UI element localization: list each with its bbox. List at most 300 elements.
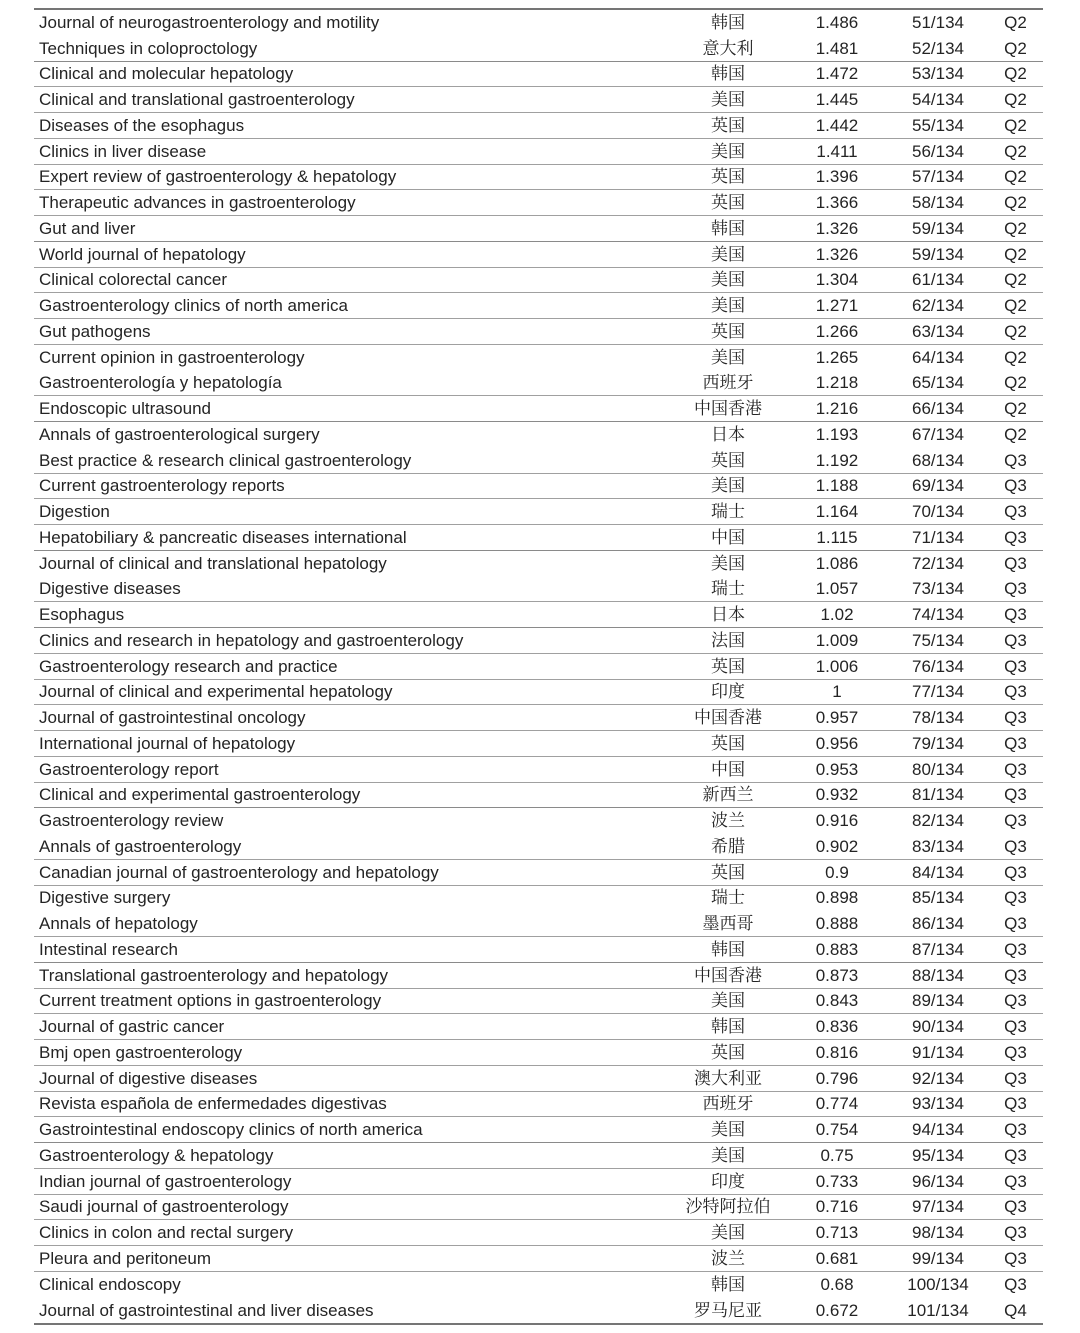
journal-name-cell: Clinical and molecular hepatology	[39, 64, 294, 84]
journal-name-cell: Gastroenterology research and practice	[39, 656, 338, 676]
journal-name-cell: Clinical and translational gastroenterology	[39, 90, 355, 110]
quartile-cell: Q3	[1004, 785, 1027, 805]
rank-cell: 93/134	[912, 1094, 964, 1114]
impact-factor-cell: 1.271	[815, 296, 859, 316]
impact-factor-cell: 0.898	[815, 888, 859, 908]
quartile-cell: Q3	[1004, 965, 1027, 985]
journal-name-cell: Bmj open gastroenterology	[39, 1042, 243, 1062]
country-cell: 美国	[711, 90, 745, 110]
table-row	[34, 628, 1043, 654]
country-cell: 韩国	[711, 1274, 745, 1294]
rank-cell: 86/134	[912, 914, 964, 934]
country-cell: 中国香港	[694, 965, 762, 985]
impact-factor-cell: 0.873	[815, 965, 859, 985]
rank-cell: 58/134	[912, 193, 964, 213]
journal-name-cell: Best practice & research clinical gastroenterology	[39, 450, 412, 470]
journal-name-cell: Clinics and research in hepatology and gastroenterology	[39, 630, 464, 650]
table-row	[34, 757, 1043, 783]
table-row	[34, 1066, 1043, 1092]
quartile-cell: Q3	[1004, 914, 1027, 934]
rank-cell: 68/134	[912, 450, 964, 470]
quartile-cell: Q2	[1004, 399, 1027, 419]
quartile-cell: Q3	[1004, 836, 1027, 856]
quartile-cell: Q3	[1004, 1145, 1027, 1165]
impact-factor-cell: 1.216	[815, 399, 859, 419]
rank-cell: 75/134	[912, 630, 964, 650]
table-row	[34, 36, 1043, 62]
journal-name-cell: Gastroenterology clinics of north america	[39, 296, 348, 316]
table-row	[34, 937, 1043, 963]
journal-name-cell: Therapeutic advances in gastroenterology	[39, 193, 356, 213]
table-row	[34, 705, 1043, 731]
table-row	[34, 1143, 1043, 1169]
table-row	[34, 448, 1043, 474]
country-cell: 美国	[711, 991, 745, 1011]
journal-name-cell: Current gastroenterology reports	[39, 476, 285, 496]
quartile-cell: Q3	[1004, 1017, 1027, 1037]
impact-factor-cell: 0.713	[815, 1223, 859, 1243]
table-row	[34, 1220, 1043, 1246]
country-cell: 西班牙	[702, 373, 754, 393]
quartile-cell: Q3	[1004, 862, 1027, 882]
impact-factor-cell: 1.326	[815, 218, 859, 238]
table-row	[34, 860, 1043, 886]
table-row	[34, 963, 1043, 989]
rank-cell: 63/134	[912, 321, 964, 341]
impact-factor-cell: 1.445	[815, 90, 859, 110]
impact-factor-cell: 0.836	[815, 1017, 859, 1037]
rank-cell: 62/134	[912, 296, 964, 316]
impact-factor-cell: 1.366	[815, 193, 859, 213]
table-row	[34, 371, 1043, 397]
journal-name-cell: Gastrointestinal endoscopy clinics of north america	[39, 1120, 423, 1140]
country-cell: 英国	[711, 167, 745, 187]
country-cell: 美国	[711, 1145, 745, 1165]
country-cell: 意大利	[702, 38, 754, 58]
rank-cell: 73/134	[912, 579, 964, 599]
table-row	[34, 911, 1043, 937]
quartile-cell: Q3	[1004, 759, 1027, 779]
table-row	[34, 422, 1043, 448]
country-cell: 墨西哥	[702, 914, 754, 934]
quartile-cell: Q3	[1004, 476, 1027, 496]
rank-cell: 96/134	[912, 1171, 964, 1191]
quartile-cell: Q2	[1004, 167, 1027, 187]
table-row	[34, 1169, 1043, 1195]
journal-name-cell: Revista española de enfermedades digestivas	[39, 1094, 387, 1114]
table-row	[34, 602, 1043, 628]
country-cell: 美国	[711, 244, 745, 264]
rank-cell: 53/134	[912, 64, 964, 84]
impact-factor-cell: 1.304	[815, 270, 859, 290]
table-row	[34, 1298, 1043, 1324]
rank-cell: 90/134	[912, 1017, 964, 1037]
country-cell: 英国	[711, 321, 745, 341]
impact-factor-cell: 0.75	[820, 1145, 854, 1165]
journal-name-cell: Canadian journal of gastroenterology and hepatology	[39, 862, 439, 882]
country-cell: 英国	[711, 656, 745, 676]
quartile-cell: Q2	[1004, 38, 1027, 58]
table-row	[34, 525, 1043, 551]
rank-cell: 87/134	[912, 939, 964, 959]
impact-factor-cell: 1.164	[815, 502, 859, 522]
country-cell: 日本	[711, 605, 745, 625]
journal-name-cell: Clinics in colon and rectal surgery	[39, 1223, 294, 1243]
journal-name-cell: Current treatment options in gastroenterology	[39, 991, 382, 1011]
journal-name-cell: Intestinal research	[39, 939, 178, 959]
rank-cell: 82/134	[912, 811, 964, 831]
quartile-cell: Q2	[1004, 64, 1027, 84]
journal-name-cell: International journal of hepatology	[39, 733, 296, 753]
impact-factor-cell: 0.796	[815, 1068, 859, 1088]
rank-cell: 59/134	[912, 244, 964, 264]
country-cell: 中国	[711, 759, 745, 779]
table-row	[34, 680, 1043, 706]
quartile-cell: Q2	[1004, 193, 1027, 213]
rank-cell: 97/134	[912, 1197, 964, 1217]
country-cell: 美国	[711, 476, 745, 496]
rank-cell: 84/134	[912, 862, 964, 882]
table-row	[34, 1272, 1043, 1298]
quartile-cell: Q3	[1004, 502, 1027, 522]
journal-name-cell: Saudi journal of gastroenterology	[39, 1197, 289, 1217]
impact-factor-cell: 1.265	[815, 347, 859, 367]
impact-factor-cell: 1.193	[815, 424, 859, 444]
rank-cell: 98/134	[912, 1223, 964, 1243]
country-cell: 印度	[711, 1171, 745, 1191]
impact-factor-cell: 0.953	[815, 759, 859, 779]
impact-factor-cell: 1.481	[815, 38, 859, 58]
table-row	[34, 293, 1043, 319]
journal-name-cell: Journal of digestive diseases	[39, 1068, 258, 1088]
impact-factor-cell: 1.009	[815, 630, 859, 650]
impact-factor-cell: 0.733	[815, 1171, 859, 1191]
country-cell: 英国	[711, 862, 745, 882]
table-row	[34, 268, 1043, 294]
country-cell: 美国	[711, 1223, 745, 1243]
rank-cell: 91/134	[912, 1042, 964, 1062]
rank-cell: 81/134	[912, 785, 964, 805]
impact-factor-cell: 1.266	[815, 321, 859, 341]
country-cell: 波兰	[711, 811, 745, 831]
country-cell: 英国	[711, 193, 745, 213]
journal-name-cell: Clinical colorectal cancer	[39, 270, 228, 290]
impact-factor-cell: 0.681	[815, 1248, 859, 1268]
journal-name-cell: Digestion	[39, 502, 110, 522]
table-row	[34, 242, 1043, 268]
rank-cell: 89/134	[912, 991, 964, 1011]
rank-cell: 95/134	[912, 1145, 964, 1165]
quartile-cell: Q3	[1004, 682, 1027, 702]
impact-factor-cell: 0.916	[815, 811, 859, 831]
impact-factor-cell: 1.192	[815, 450, 859, 470]
table-row	[34, 1014, 1043, 1040]
table-row	[34, 10, 1043, 36]
quartile-cell: Q3	[1004, 1171, 1027, 1191]
rank-cell: 67/134	[912, 424, 964, 444]
quartile-cell: Q3	[1004, 656, 1027, 676]
impact-factor-cell: 1.218	[815, 373, 859, 393]
country-cell: 罗马尼亚	[694, 1300, 762, 1320]
table-row	[34, 808, 1043, 834]
rank-cell: 66/134	[912, 399, 964, 419]
rank-cell: 57/134	[912, 167, 964, 187]
impact-factor-cell: 0.956	[815, 733, 859, 753]
quartile-cell: Q3	[1004, 733, 1027, 753]
quartile-cell: Q2	[1004, 373, 1027, 393]
quartile-cell: Q3	[1004, 579, 1027, 599]
quartile-cell: Q3	[1004, 1042, 1027, 1062]
rank-cell: 83/134	[912, 836, 964, 856]
country-cell: 英国	[711, 733, 745, 753]
rank-cell: 76/134	[912, 656, 964, 676]
journal-name-cell: Endoscopic ultrasound	[39, 399, 212, 419]
impact-factor-cell: 0.932	[815, 785, 859, 805]
quartile-cell: Q2	[1004, 115, 1027, 135]
table-row	[34, 731, 1043, 757]
rank-cell: 71/134	[912, 527, 964, 547]
rank-cell: 72/134	[912, 553, 964, 573]
journal-name-cell: Annals of hepatology	[39, 914, 198, 934]
country-cell: 美国	[711, 1120, 745, 1140]
table-row	[34, 474, 1043, 500]
country-cell: 中国香港	[694, 399, 762, 419]
journal-name-cell: Digestive surgery	[39, 888, 171, 908]
country-cell: 中国香港	[694, 708, 762, 728]
impact-factor-cell: 1.086	[815, 553, 859, 573]
quartile-cell: Q2	[1004, 141, 1027, 161]
country-cell: 瑞士	[711, 502, 745, 522]
quartile-cell: Q3	[1004, 939, 1027, 959]
impact-factor-cell: 1.057	[815, 579, 859, 599]
journal-name-cell: Translational gastroenterology and hepatology	[39, 965, 389, 985]
table-row	[34, 139, 1043, 165]
impact-factor-cell: 1.188	[815, 476, 859, 496]
journal-name-cell: Techniques in coloproctology	[39, 38, 258, 58]
impact-factor-cell: 1.442	[815, 115, 859, 135]
table-row	[34, 190, 1043, 216]
journal-name-cell: Esophagus	[39, 605, 125, 625]
impact-factor-cell: 0.957	[815, 708, 859, 728]
rank-cell: 52/134	[912, 38, 964, 58]
impact-factor-cell: 1.115	[816, 527, 858, 547]
impact-factor-cell: 0.816	[815, 1042, 859, 1062]
journal-name-cell: Gut pathogens	[39, 321, 151, 341]
quartile-cell: Q3	[1004, 1120, 1027, 1140]
quartile-cell: Q2	[1004, 424, 1027, 444]
rank-cell: 99/134	[912, 1248, 964, 1268]
rank-cell: 70/134	[912, 502, 964, 522]
journal-name-cell: Clinical endoscopy	[39, 1274, 181, 1294]
quartile-cell: Q2	[1004, 296, 1027, 316]
table-row	[34, 216, 1043, 242]
country-cell: 中国	[711, 527, 745, 547]
table-row	[34, 989, 1043, 1015]
journal-name-cell: Digestive diseases	[39, 579, 181, 599]
country-cell: 美国	[711, 553, 745, 573]
country-cell: 美国	[711, 296, 745, 316]
quartile-cell: Q3	[1004, 811, 1027, 831]
impact-factor-cell: 1.472	[815, 64, 859, 84]
rank-cell: 59/134	[912, 218, 964, 238]
table-row	[34, 113, 1043, 139]
table-row	[34, 551, 1043, 577]
journal-name-cell: Annals of gastroenterological surgery	[39, 424, 320, 444]
table-row	[34, 1040, 1043, 1066]
table-row	[34, 577, 1043, 603]
rank-cell: 74/134	[912, 605, 964, 625]
impact-factor-cell: 0.774	[815, 1094, 859, 1114]
quartile-cell: Q3	[1004, 605, 1027, 625]
journal-name-cell: Journal of gastrointestinal oncology	[39, 708, 306, 728]
impact-factor-cell: 0.843	[815, 991, 859, 1011]
impact-factor-cell: 1.326	[815, 244, 859, 264]
quartile-cell: Q3	[1004, 1274, 1027, 1294]
rank-cell: 77/134	[912, 682, 964, 702]
country-cell: 英国	[711, 450, 745, 470]
journal-name-cell: Gastroenterology & hepatology	[39, 1145, 274, 1165]
table-row	[34, 834, 1043, 860]
quartile-cell: Q2	[1004, 90, 1027, 110]
table-row	[34, 396, 1043, 422]
rank-cell: 64/134	[912, 347, 964, 367]
table-row	[34, 1092, 1043, 1118]
rank-cell: 94/134	[912, 1120, 964, 1140]
quartile-cell: Q3	[1004, 888, 1027, 908]
rank-cell: 100/134	[907, 1274, 969, 1294]
impact-factor-cell: 0.68	[820, 1274, 854, 1294]
table-row	[34, 1117, 1043, 1143]
country-cell: 日本	[711, 424, 745, 444]
rank-cell: 78/134	[912, 708, 964, 728]
country-cell: 波兰	[711, 1248, 745, 1268]
rank-cell: 101/134	[907, 1300, 969, 1320]
table-row	[34, 499, 1043, 525]
rank-cell: 56/134	[912, 141, 964, 161]
rank-cell: 55/134	[912, 115, 964, 135]
rank-cell: 79/134	[912, 733, 964, 753]
journal-name-cell: Annals of gastroenterology	[39, 836, 242, 856]
country-cell: 澳大利亚	[694, 1068, 762, 1088]
quartile-cell: Q2	[1004, 244, 1027, 264]
rank-cell: 65/134	[912, 373, 964, 393]
table-row	[34, 165, 1043, 191]
journal-name-cell: World journal of hepatology	[39, 244, 246, 264]
country-cell: 西班牙	[702, 1094, 754, 1114]
impact-factor-cell: 1.006	[815, 656, 859, 676]
country-cell: 希腊	[711, 836, 745, 856]
impact-factor-cell: 1.411	[816, 141, 858, 161]
table-row	[34, 783, 1043, 809]
quartile-cell: Q3	[1004, 1197, 1027, 1217]
country-cell: 美国	[711, 270, 745, 290]
rank-cell: 61/134	[912, 270, 964, 290]
journal-name-cell: Clinical and experimental gastroenterology	[39, 785, 361, 805]
quartile-cell: Q3	[1004, 450, 1027, 470]
country-cell: 瑞士	[711, 579, 745, 599]
country-cell: 沙特阿拉伯	[685, 1197, 771, 1217]
country-cell: 印度	[711, 682, 745, 702]
quartile-cell: Q3	[1004, 630, 1027, 650]
journal-name-cell: Gastroenterology report	[39, 759, 219, 779]
journal-name-cell: Pleura and peritoneum	[39, 1248, 212, 1268]
journal-name-cell: Current opinion in gastroenterology	[39, 347, 305, 367]
impact-factor-cell: 1	[832, 682, 842, 702]
rank-cell: 85/134	[912, 888, 964, 908]
country-cell: 法国	[711, 630, 745, 650]
table-row	[34, 1246, 1043, 1272]
country-cell: 韩国	[711, 1017, 745, 1037]
journal-name-cell: Journal of gastric cancer	[39, 1017, 225, 1037]
table-row	[34, 62, 1043, 88]
journal-name-cell: Diseases of the esophagus	[39, 115, 245, 135]
impact-factor-cell: 0.883	[815, 939, 859, 959]
quartile-cell: Q3	[1004, 991, 1027, 1011]
table-row	[34, 654, 1043, 680]
country-cell: 英国	[711, 1042, 745, 1062]
journal-name-cell: Gastroenterología y hepatología	[39, 373, 282, 393]
impact-factor-cell: 0.902	[815, 836, 859, 856]
country-cell: 英国	[711, 115, 745, 135]
country-cell: 瑞士	[711, 888, 745, 908]
country-cell: 美国	[711, 141, 745, 161]
quartile-cell: Q3	[1004, 1094, 1027, 1114]
impact-factor-cell: 1.486	[815, 12, 859, 32]
journal-table-body	[34, 10, 1043, 1323]
rank-cell: 88/134	[912, 965, 964, 985]
impact-factor-cell: 1.02	[820, 605, 854, 625]
journal-name-cell: Gastroenterology review	[39, 811, 224, 831]
quartile-cell: Q3	[1004, 527, 1027, 547]
rank-cell: 92/134	[912, 1068, 964, 1088]
impact-factor-cell: 0.754	[815, 1120, 859, 1140]
journal-name-cell: Gut and liver	[39, 218, 136, 238]
journal-name-cell: Indian journal of gastroenterology	[39, 1171, 292, 1191]
rank-cell: 69/134	[912, 476, 964, 496]
rank-cell: 80/134	[912, 759, 964, 779]
quartile-cell: Q2	[1004, 347, 1027, 367]
journal-name-cell: Expert review of gastroenterology & hepatology	[39, 167, 397, 187]
quartile-cell: Q2	[1004, 270, 1027, 290]
table-row	[34, 87, 1043, 113]
table-row	[34, 886, 1043, 912]
quartile-cell: Q3	[1004, 1223, 1027, 1243]
quartile-cell: Q3	[1004, 553, 1027, 573]
journal-name-cell: Journal of gastrointestinal and liver diseases	[39, 1300, 374, 1320]
country-cell: 韩国	[711, 939, 745, 959]
table-row	[34, 319, 1043, 345]
quartile-cell: Q2	[1004, 321, 1027, 341]
country-cell: 新西兰	[702, 785, 754, 805]
impact-factor-cell: 0.672	[815, 1300, 859, 1320]
rank-cell: 51/134	[912, 12, 964, 32]
impact-factor-cell: 0.888	[815, 914, 859, 934]
journal-name-cell: Clinics in liver disease	[39, 141, 207, 161]
table-row	[34, 345, 1043, 371]
quartile-cell: Q2	[1004, 218, 1027, 238]
journal-ranking-table	[34, 8, 1043, 1325]
journal-name-cell: Journal of clinical and translational hepatology	[39, 553, 387, 573]
country-cell: 美国	[711, 347, 745, 367]
quartile-cell: Q2	[1004, 12, 1027, 32]
quartile-cell: Q4	[1004, 1300, 1027, 1320]
impact-factor-cell: 0.9	[825, 862, 849, 882]
quartile-cell: Q3	[1004, 708, 1027, 728]
impact-factor-cell: 0.716	[815, 1197, 859, 1217]
journal-name-cell: Journal of clinical and experimental hepatology	[39, 682, 393, 702]
rank-cell: 54/134	[912, 90, 964, 110]
country-cell: 韩国	[711, 12, 745, 32]
